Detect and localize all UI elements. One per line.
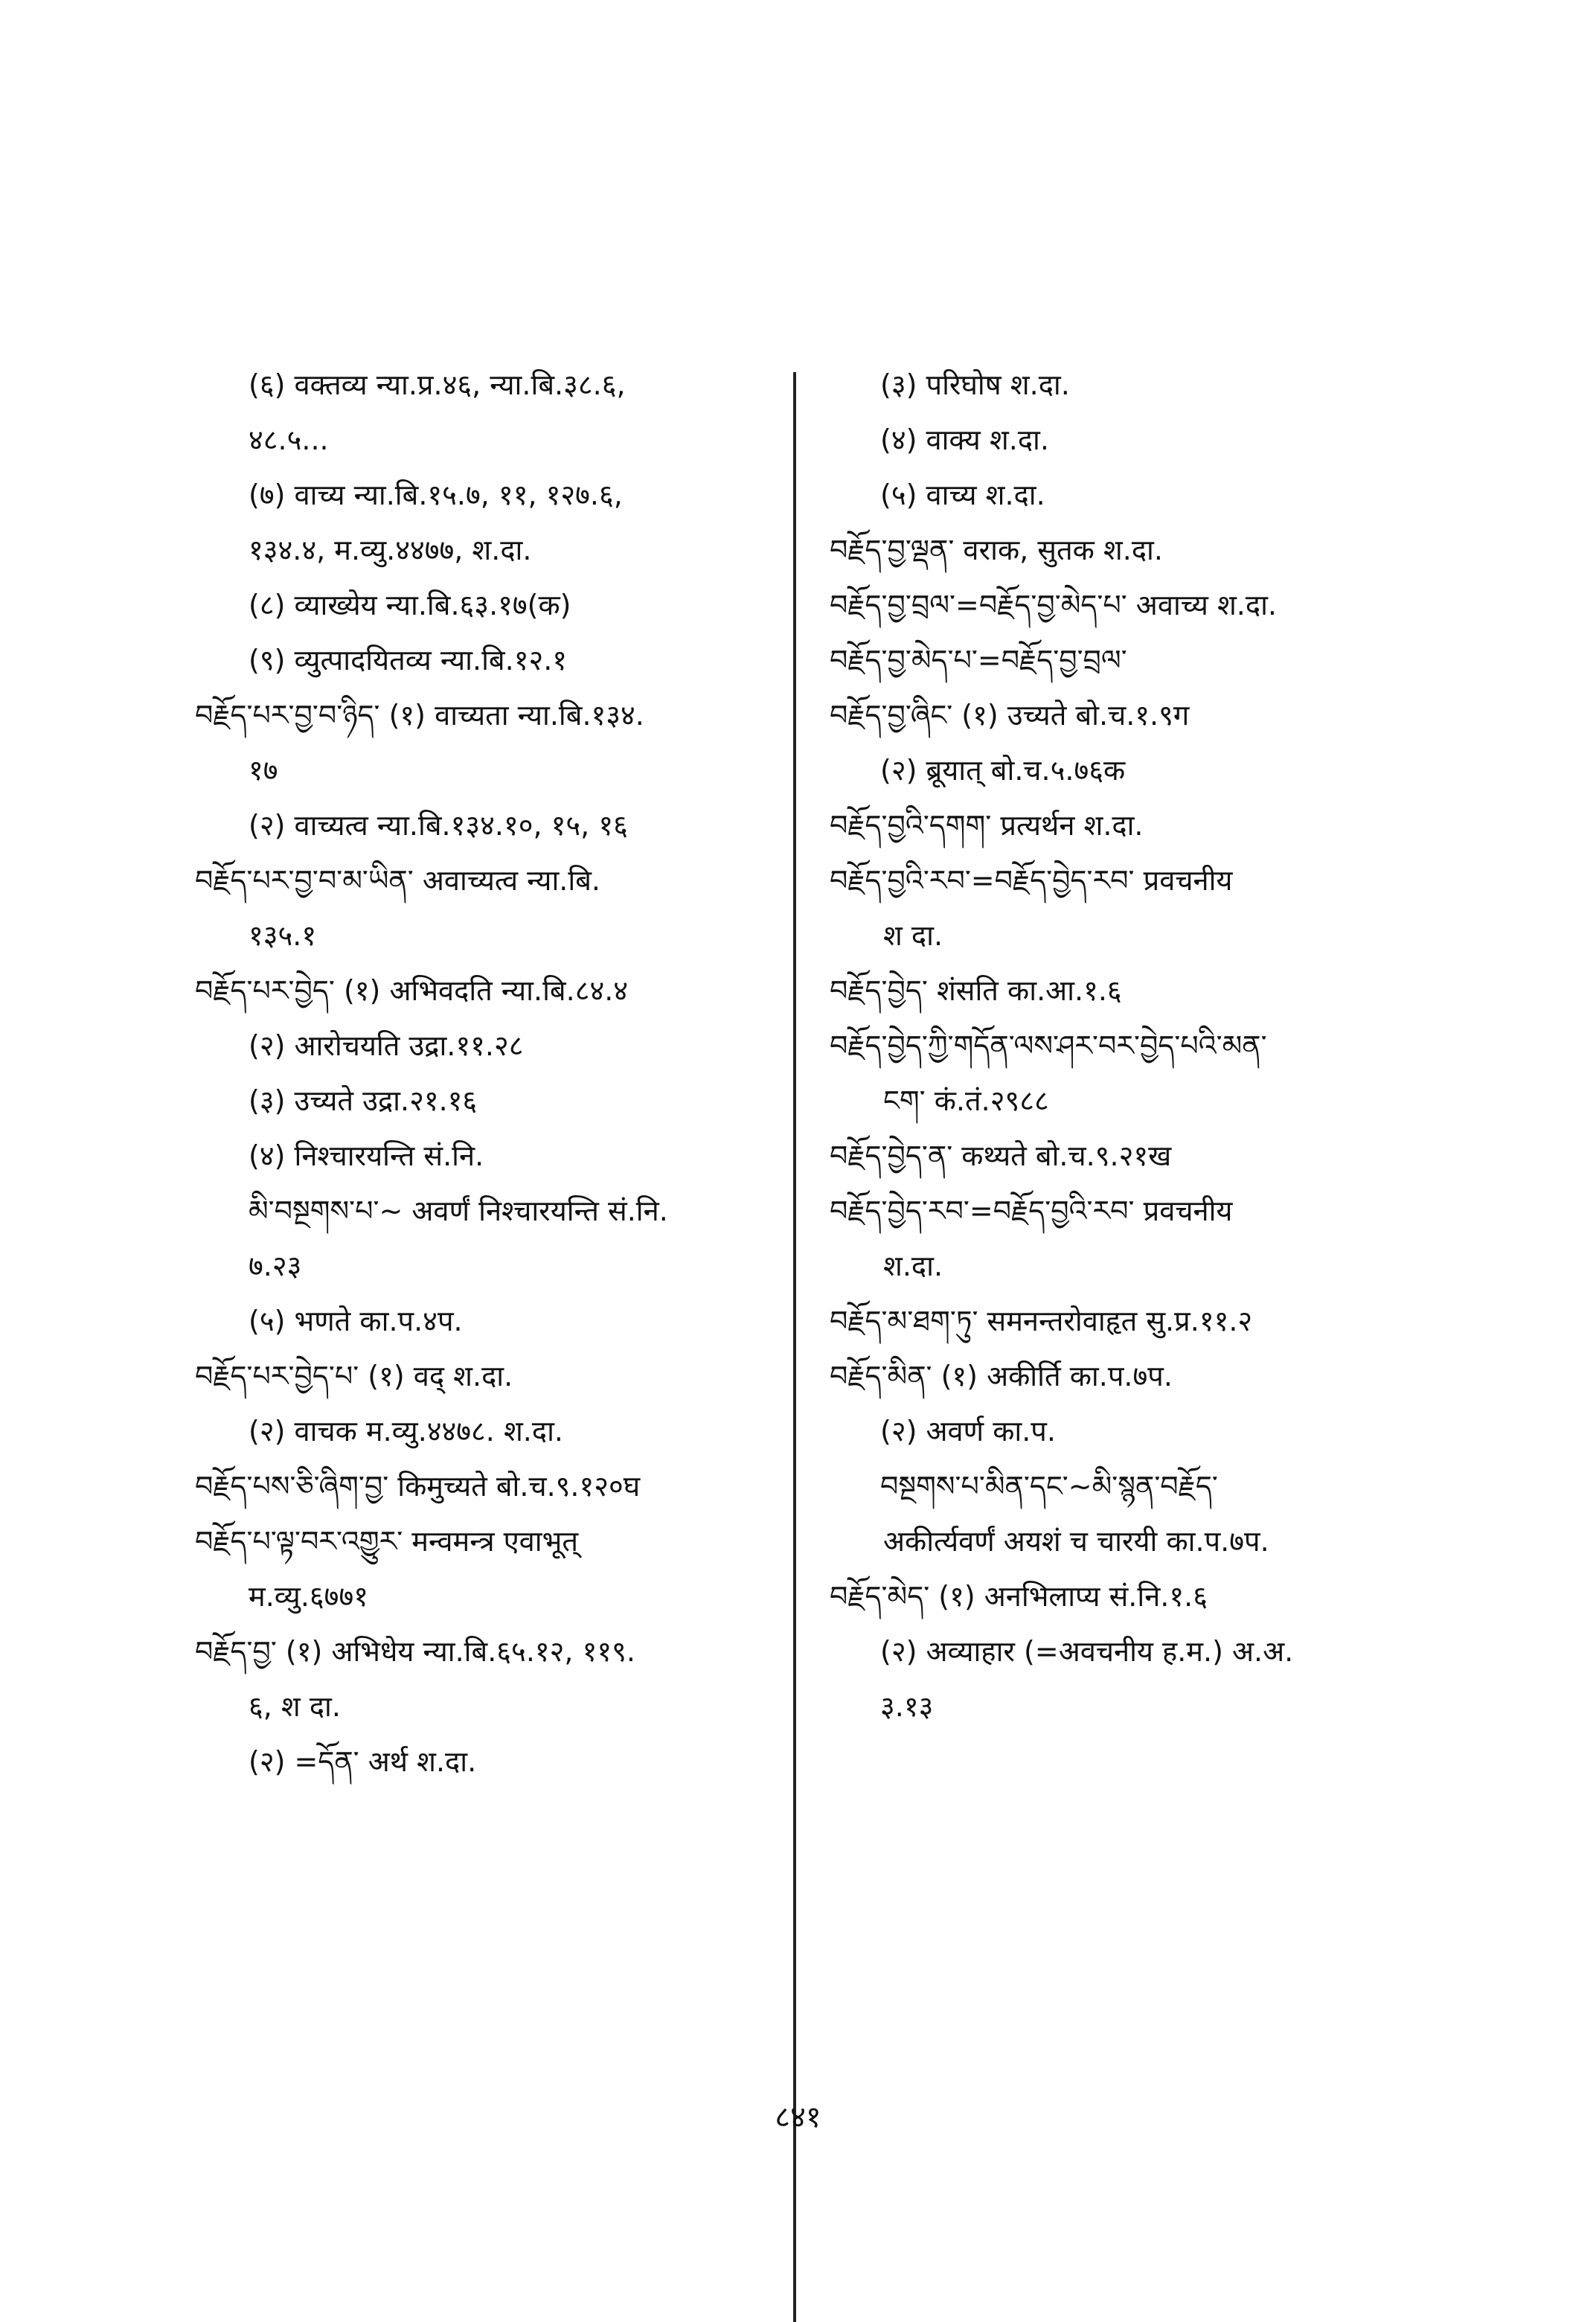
- entry-line: ངག་ कं.तं.२९८८: [883, 1084, 1049, 1117]
- entry-line: བརྗོད་བྱེད་ शंसति का.आ.१.६: [830, 974, 1122, 1007]
- left-column: [195, 357, 790, 1789]
- entry-line: ७.२३: [249, 1250, 302, 1282]
- page-number: ८४१: [775, 2100, 821, 2134]
- entry-line: བརྗོད་བྱ་ལྡན་ वराक, सुतक श.दा.: [830, 534, 1163, 566]
- entry-line: བརྗོད་པར་བྱེད་ (१) अभिवदति न्या.बि.८४.४: [195, 974, 629, 1007]
- entry-line: བརྗོད་བྱའི་རབ་=བརྗོད་བྱེད་རབ་ प्रवचनीय: [830, 864, 1233, 897]
- entry-line: བརྗོད་པ་ལྟ་བར་འགྱུར་ मन्वमन्त्र एवाभूत्: [195, 1525, 579, 1558]
- entry-line: བརྗོད་བྱ་མེད་པ་=བརྗོད་བྱ་བྲལ་: [830, 644, 1127, 677]
- entry-line: (२) अव्याहार (=अवचनीय ह.म.) अ.अ.: [880, 1635, 1294, 1668]
- column-divider: [793, 372, 796, 2322]
- entry-line: བརྗོད་བྱ་བྲལ་=བརྗོད་བྱ་མེད་པ་ अवाच्य श.दा.: [830, 589, 1277, 621]
- entry-line: བསྔགས་པ་མིན་དང་~མི་སྙན་བརྗོད་: [880, 1470, 1218, 1503]
- entry-line: ३.१३: [880, 1690, 934, 1723]
- entry-line: ४८.५...: [249, 423, 329, 456]
- entry-line: (९) व्युत्पादयितव्य न्या.बि.१२.१: [249, 644, 568, 677]
- entry-line: अकीर्त्यवर्णं अयशं च चारयी का.प.७प.: [883, 1525, 1269, 1558]
- entry-line: (३) परिघोष श.दा.: [880, 368, 1070, 401]
- entry-line: བརྗོད་པས་ཅི་ཞིག་བྱ་ किमुच्यते बो.च.९.१२०घ: [195, 1470, 641, 1503]
- entry-line: བརྗོད་པར་བྱ་བ་ཉིད་ (१) वाच्यता न्या.बि.१३४.: [195, 699, 644, 732]
- entry-line: (४) वाक्य श.दा.: [880, 423, 1049, 456]
- entry-line: (२) ब्रूयात् बो.च.५.७६क: [880, 754, 1126, 787]
- right-column: [830, 357, 1410, 1734]
- entry-line: བརྗོད་མ་ཐག་ཏུ་ समनन्तरोवाहृत सु.प्र.११.२: [830, 1305, 1253, 1337]
- entry-line: (३) उच्यते उद्रा.२१.१६: [249, 1084, 478, 1117]
- entry-line: (५) भणते का.प.४प.: [249, 1305, 463, 1337]
- entry-line: བརྗོད་མིན་ (१) अकीर्ति का.प.७प.: [830, 1360, 1173, 1392]
- entry-line: བརྗོད་བྱའི་དགག་ प्रत्यर्थन श.दा.: [830, 809, 1144, 842]
- entry-line: བརྗོད་བྱ་ (१) अभिधेय न्या.बि.६५.१२, ११९.: [195, 1635, 635, 1668]
- entry-line: མི་བསྔགས་པ་~ अवर्णं निश्चारयन्ति सं.नि.: [249, 1194, 668, 1227]
- entry-line: श दा.: [883, 919, 943, 952]
- entry-line: श.दा.: [883, 1250, 943, 1282]
- entry-line: (२) वाच्यत्व न्या.बि.१३४.१०, १५, १६: [249, 809, 628, 842]
- entry-line: (७) वाच्य न्या.बि.१५.७, ११, १२७.६,: [249, 479, 623, 511]
- entry-line: བརྗོད་བྱེད་ཀྱི་གདོན་ལས་ཤར་བར་བྱེད་པའི་མན་: [830, 1029, 1267, 1062]
- entry-line: (८) व्याख्येय न्या.बि.६३.१७(क): [249, 589, 571, 621]
- entry-line: म.व्यु.६७७१: [249, 1580, 368, 1613]
- entry-line: १७: [249, 754, 278, 787]
- entry-line: (४) निश्चारयन्ति सं.नि.: [249, 1139, 484, 1172]
- entry-line: ६, श दा.: [249, 1690, 341, 1723]
- entry-line: བརྗོད་བྱ་ཞིང་ (१) उच्यते बो.च.१.९ग: [830, 699, 1190, 732]
- entry-line: १३५.१: [249, 919, 317, 952]
- entry-line: १३४.४, म.व्यु.४४७७, श.दा.: [249, 534, 532, 566]
- entry-line: (२) =དོན་ अर्थ श.दा.: [249, 1745, 477, 1778]
- entry-line: བརྗོད་པར་བྱ་བ་མ་ཡིན་ अवाच्यत्व न्या.बि.: [195, 864, 600, 897]
- entry-line: (२) अवर्ण का.प.: [880, 1415, 1056, 1448]
- entry-line: (५) वाच्य श.दा.: [880, 479, 1045, 511]
- entry-line: བརྗོད་བྱེད་རབ་=བརྗོད་བྱའི་རབ་ प्रवचनीय: [830, 1194, 1233, 1227]
- entry-line: (२) वाचक म.व्यु.४४७८. श.दा.: [249, 1415, 563, 1448]
- entry-line: (२) आरोचयति उद्रा.११.२८: [249, 1029, 524, 1062]
- entry-line: བརྗོད་པར་བྱེད་པ་ (१) वद् श.दा.: [195, 1360, 513, 1392]
- entry-line: (६) वक्तव्य न्या.प्र.४६, न्या.बि.३८.६,: [249, 368, 626, 401]
- entry-line: བརྗོད་བྱེད་ན་ कथ्यते बो.च.९.२१ख: [830, 1139, 1172, 1172]
- entry-line: བརྗོད་མེད་ (१) अनभिलाप्य सं.नि.१.६: [830, 1580, 1208, 1613]
